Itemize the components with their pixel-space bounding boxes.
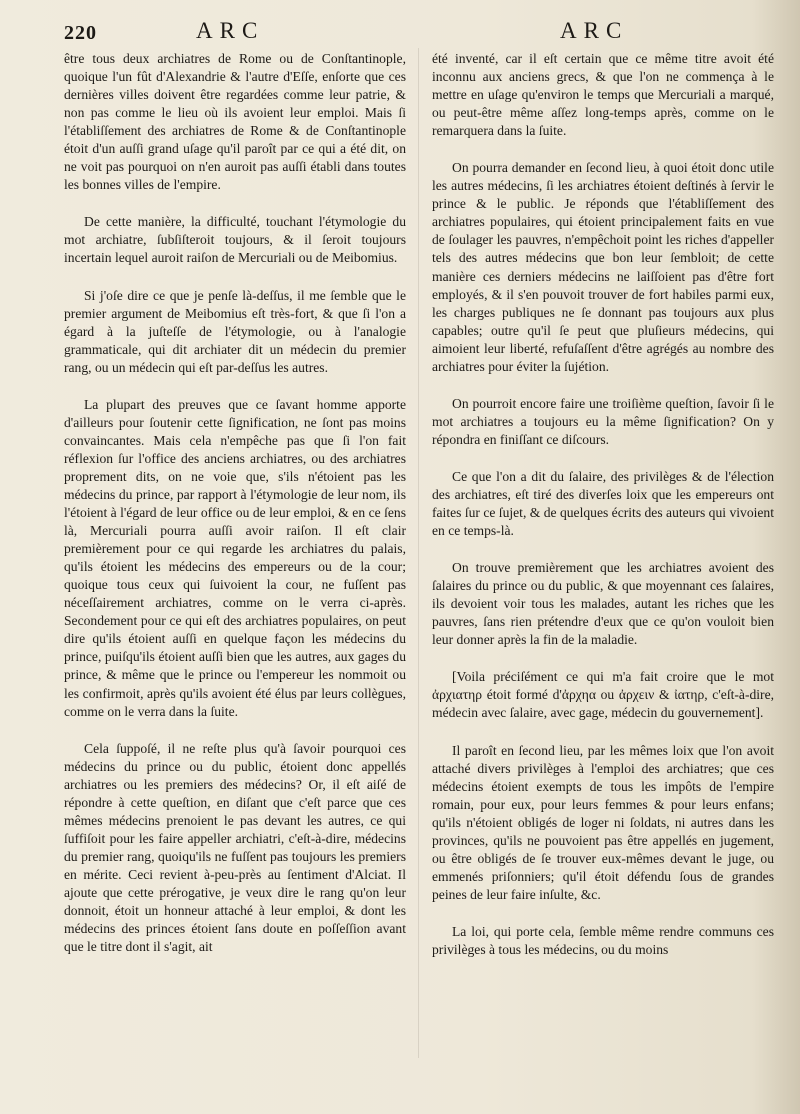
paragraph: été inventé, car il eſt certain que ce même titre avoit été inconnu aux anciens grecs, & que l'on ne commença à le mettre en uſage qu'environ le temps que Mercuriali a marqué, ou peut-être même aſſez long-temps après, comme on le remarquera dans la ſuite.	[432, 51, 774, 139]
paragraph: Cela ſuppoſé, il ne reſte plus qu'à ſavoir pourquoi ces médecins du prince ou du public, étoient donc appellés archiatres ou les premiers des médecins? Or, il eſt aiſé de répondre à cette queſtion, en diſant que c'eſt parce que ces mêmes médecins prenoient le pas devant les autres, ce qui ſuffiſoit pour les faire appeller archiatri, c'eſt-à-dire, médecins du premier rang, quoiqu'ils ne fuſſent pas toujours les premiers en mérite. Ceci revient à-peu-près au ſentiment d'Alciat. Il ajoute que cette prérogative, je veux dire le rang qu'on leur donnoit, étoit un honneur attaché à leur emploi, & dont les médecins des princes étoient ſans doute en poſſeſſion avant que le titre dont il s'agit, ait	[64, 740, 406, 955]
right-column	[432, 50, 774, 978]
paragraph: Ce que l'on a dit du ſalaire, des privilèges & de l'élection des archiatres, eſt tiré des diverſes loix que les empereurs ont faites ſur ce ſujet, & de quelques écrits des auteurs qui vivoient en ce temps-là.	[432, 468, 775, 539]
paragraph: La loi, qui porte cela, ſemble même rendre communs ces privilèges à tous les médecins, ou du moins	[432, 923, 774, 957]
paragraph: De cette manière, la difficulté, touchant l'étymologie du mot archiatre, ſubſiſteroit toujours, & il ſeroit toujours incertain lequel auroit raiſon de Mercuriali ou de Meibomius.	[64, 214, 406, 266]
paragraph: On pourra demander en ſecond lieu, à quoi étoit donc utile les autres médecins, ſi les archiatres étoient deſtinés à ſervir le prince & le public. Je réponds que l'établiſſement des archiatres populaires, qui étoient principalement faits en vue de ſoulager les pauvres, n'empêchoit point les riches d'appeller tels des autres médecins que bon leur ſembloit; de cette manière ces derniers médecins ne laiſſoient pas d'être fort employés, & il s'en pouvoit trouver de fort habiles parmi eux, les charges publiques ne ſe donnant pas toujours aux plus capables; outre qu'il ſe peut que pluſieurs médecins, qui aimoient leur liberté, refuſaſſent d'être agrégés au nombre des archiatres pour éviter la ſujétion.	[432, 160, 774, 374]
page-number: 220	[64, 22, 97, 44]
paragraph: La plupart des preuves que ce ſavant homme apporte d'ailleurs pour ſoutenir cette ſignification, ne ſont pas moins convaincantes. Mais cela n'empêche pas que ſi l'on fait réflexion ſur l'office des anciens archiatres, ou des archiatres proprement dits, on ne voie que, s'ils n'étoient pas les médecins du prince, par rapport à l'étymologie de leur nom, ils l'étoient à l'égard de leur office ou de leur emploi, & en ce ſens là, Mercuriali pourra auſſi avoir raiſon. Il eſt clair premièrement pour ce qui regarde les archiatres du palais, qu'ils étoient les médecins des empereurs ou de la cour; quoique tous ceux qui ſuivoient la cour, ne fuſſent pas néceſſairement archiatres, comme on le verra ci-après. Secondement pour ce qui eſt des archiatres populaires, on peut dire qu'ils étoient auſſi en quelque façon les médecins du prince, puiſqu'ils étoient auſſi bien que les autres, aux gages du prince, & même que le prince ou l'empereur les nommoit ou les confirmoit, après qu'ils avoient été élus par leurs collègues, comme on le verra dans la ſuite.	[64, 396, 406, 719]
paragraph: [Voila préciſément ce qui m'a fait croire que le mot ἀρχιατηρ étoit formé d'ἀρχηα ou ἀρχειν & ἰατηρ, c'eſt-à-dire, médecin avec ſalaire, avec gage, médecin du gouvernement].	[432, 669, 774, 721]
paragraph: être tous deux archiatres de Rome ou de Conſtantinople, quoique l'un fût d'Alexandrie & l'autre d'Eſſe, enſorte que ces dernières villes doivent être regardées comme leur patrie, & non pas comme le lieu où ils avoient leur emploi. Mais ſi l'établiſſement des archiatres de Rome & de Conſtantinople étoit d'un auſſi grand uſage qu'il paroît par ce qui a été dit, on ne voit pas pourquoi on n'en auroit pas auſſi établi dans toutes les bonnes villes de l'empire.	[64, 51, 406, 193]
left-column	[64, 50, 406, 975]
left-running-head: ARC	[196, 18, 265, 43]
paragraph: Il paroît en ſecond lieu, par les mêmes loix que l'on avoit attaché divers privilèges à l'emploi des archiatres; que ces médecins étoient exempts de tous les impôts de l'empire romain, pour eux, pour leurs femmes & pour leurs enfans; qu'ils n'étoient obligés de loger ni ſoldats, ni autres dans les provinces, qu'ils ne pouvoient pas être appellés en jugement, ou être obligés de ſe trouver eux-mêmes devant le juge, ou emmenés priſonniers; qu'il étoit défendu ſous de grandes peines de leur faire inſulte, &c.	[432, 742, 774, 902]
paragraph: On trouve premièrement que les archiatres avoient des ſalaires du prince ou du public, & que moyennant ces ſalaires, ils devoient voir tous les malades, autant les riches que les pauvres, ſans rien prétendre d'eux que ce qu'on vouloit bien leur donner après la fin de la maladie.	[432, 560, 774, 648]
running-header	[0, 18, 800, 48]
paragraph: On pourroit encore faire une troiſième queſtion, ſavoir ſi le mot archiatres a toujours eu la même ſignification? On y répondra en finiſſant ce diſcours.	[432, 395, 774, 447]
paragraph: Si j'oſe dire ce que je penſe là-deſſus, il me ſemble que le premier argument de Meibomius eſt très-fort, & que ſi l'on a égard à la juſteſſe de l'étymologie, ou à l'analogie grammaticale, qui dit archiater dit un médecin du premier rang, ou un médecin qui eſt par-deſſus les autres.	[64, 287, 406, 375]
right-running-head: ARC	[560, 18, 629, 43]
column-gutter	[418, 48, 419, 1058]
